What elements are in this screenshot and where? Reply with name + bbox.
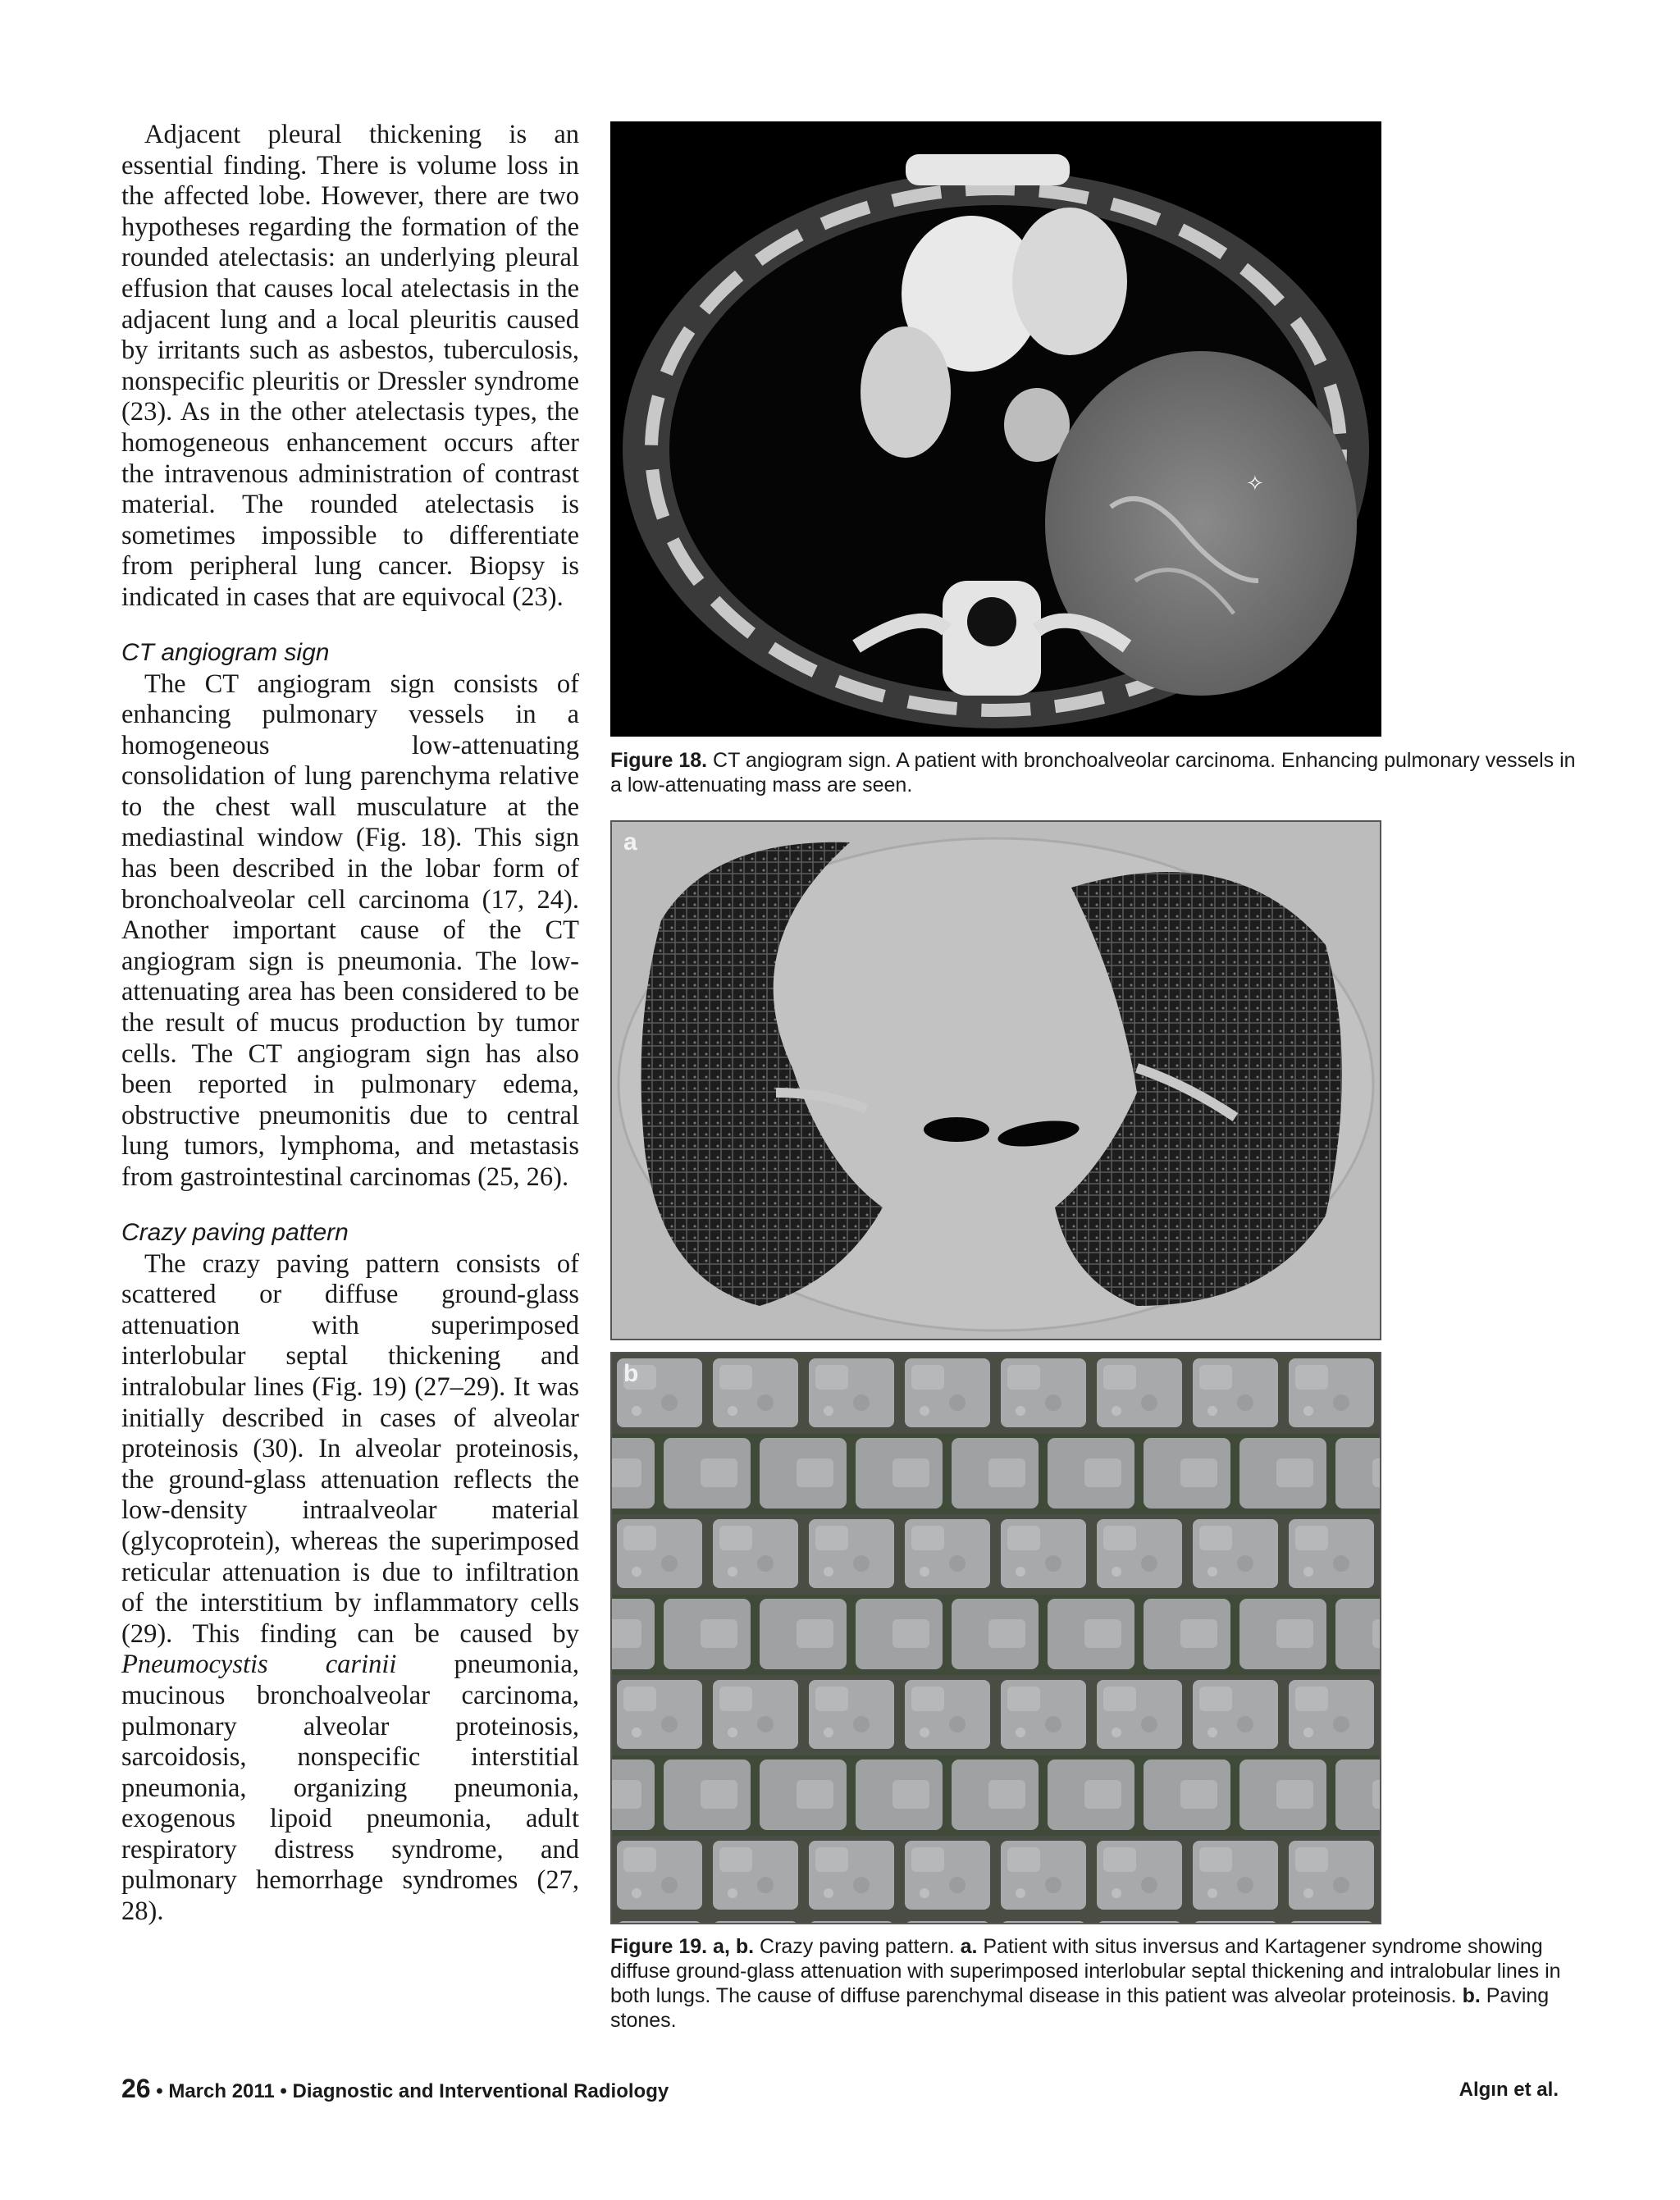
journal-info: • March 2011 • Diagnostic and Interventional Radiology [150, 2080, 669, 2102]
body-text-column [121, 120, 579, 1928]
panel-label-b: b [623, 1360, 639, 1387]
figure-18-ct-image [610, 121, 1381, 737]
crazy-paving-text-1: The crazy paving pattern consists of scattered or diffuse ground-glass attenuation with superimposed interlobular septal thickening and intralobular lines (Fig. 19) (27–29). It was initially described in cases of alveolar proteinosis (30). In alveolar proteinosis, the ground-glass attenuation reflects the low-density intraalveolar material (glycoprotein), whereas the superimposed reticular attenuation is due to infiltration of the interstitium by inflammatory cells (29). This finding can be caused by [121, 1248, 579, 1649]
figure-19-caption-text-3: Paving stones. [610, 1984, 1550, 2032]
svg-text:✧: ✧ [1246, 472, 1264, 496]
paragraph-ct-angiogram-sign: The CT angiogram sign consists of enhancing pulmonary vessels in a homogeneous low-attenuating consolidation of lung parenchyma relative to the chest wall musculature at the mediastinal window (Fig. 18). This sign has been described in the lobar form of bronchoalveolar cell carcinoma (17, 24). Another important cause of the CT angiogram sign is pneumonia. The low-attenuating area has been considered to be the result of mucus production by tumor cells. The CT angiogram sign has also been reported in pulmonary edema, obstructive pneumonitis due to central lung tumors, lymphoma, and metastasis from gastrointestinal carcinomas (25, 26). [121, 669, 579, 1192]
hrct-lung-image [612, 822, 1380, 1339]
page-number: 26 [121, 2074, 151, 2103]
ct-mediastinal-window-image [610, 121, 1381, 737]
figure-19-caption [610, 1934, 1578, 2033]
paragraph-crazy-paving [121, 1249, 579, 1928]
figure-19-label: Figure 19. a, b. [610, 1935, 755, 1958]
figure-18-caption-text: CT angiogram sign. A patient with bronchoalveolar carcinoma. Enhancing pulmonary vessels in a low-attenuating mass are seen. [610, 749, 1576, 796]
panel-label-a: a [623, 828, 637, 856]
crazy-paving-text-2: pneumonia, mucinous bronchoalveolar carcinoma, pulmonary alveolar proteinosis, sarcoidosis, nonspecific interstitial pneumonia, organizing pneumonia, exogenous lipoid pneumonia, adult respiratory distress syndrome, and pulmonary hemorrhage syndromes (27, 28). [121, 1650, 579, 1927]
heading-ct-angiogram-sign: CT angiogram sign [121, 638, 330, 666]
figure-19-caption-text-2: Patient with situs inversus and Kartagener syndrome showing diffuse ground-glass attenuation with superimposed interlobular septal thickening and intralobular lines in both lungs. The cause of diffuse parenchymal disease in this patient was alveolar proteinosis. [610, 1935, 1561, 2007]
figure-19b-paving-stones-photo [610, 1352, 1381, 1924]
paving-stones-image [612, 1353, 1380, 1923]
figure-19-caption-text-1: Crazy paving pattern. [754, 1935, 961, 1958]
running-author: Algın et al. [1459, 2079, 1559, 2101]
figure-19a-hrct-image [610, 820, 1381, 1340]
figure-18-label: Figure 18. [610, 749, 708, 772]
heading-crazy-paving: Crazy paving pattern [121, 1218, 349, 1246]
paragraph-rounded-atelectasis: Adjacent pleural thickening is an essential finding. There is volume loss in the affected lobe. However, there are two hypotheses regarding the formation of the rounded atelectasis: an underlying pleural effusion that causes local atelectasis in the adjacent lung and a local pleuritis caused by irritants such as asbestos, tuberculosis, nonspecific pleuritis or Dressler syndrome (23). As in the other atelectasis types, the homogeneous enhancement occurs after the intravenous administration of contrast material. The rounded atelectasis is sometimes impossible to differentiate from peripheral lung cancer. Biopsy is indicated in cases that are equivocal (23). [121, 120, 579, 612]
crazy-paving-organism: Pneumocystis carinii [121, 1650, 397, 1680]
page-footer [121, 2074, 1559, 2104]
figure-18-caption [610, 748, 1578, 797]
figure-19-b-label: b. [1462, 1984, 1481, 2007]
figure-19-a-label: a. [960, 1935, 978, 1958]
